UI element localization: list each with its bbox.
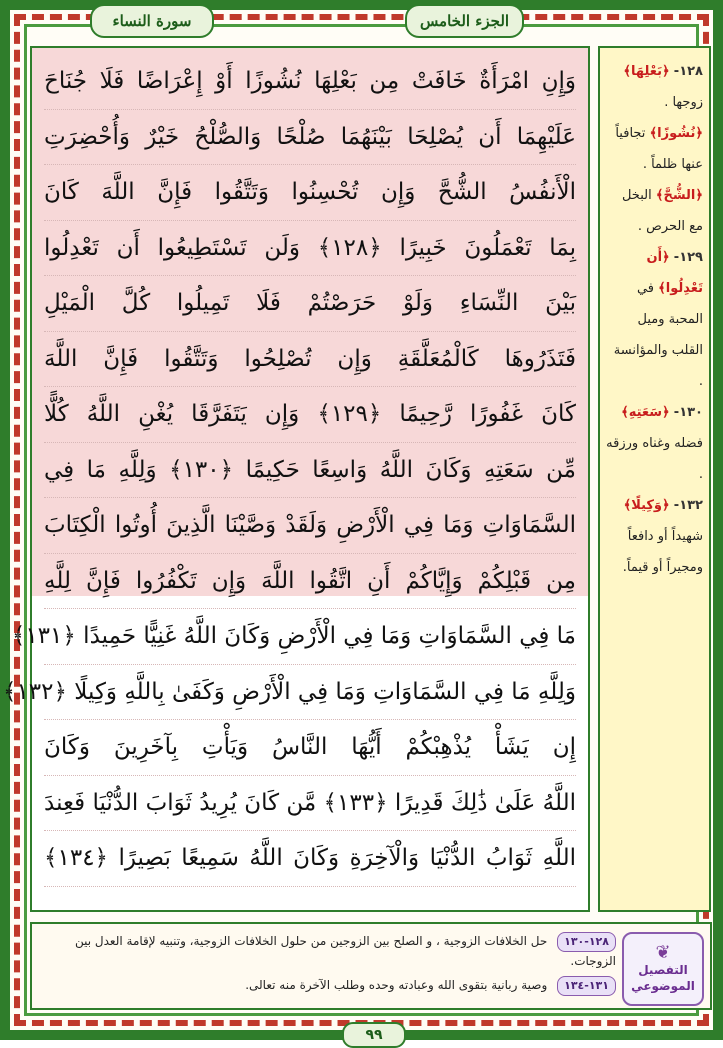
verse-line: مَا فِي السَّمَاوَاتِ وَمَا فِي الْأَرْضِ وَكَانَ اللَّهُ غَنِيًّا حَمِيدًا ﴿١٣١﴾ (44, 609, 576, 665)
glossary-word: ﴿الشُّحَّ﴾ (655, 188, 703, 203)
glossary-word: ﴿أَن تَعْدِلُوا﴾ (646, 250, 703, 296)
note-verse-range: ١٢٨-١٣٠ (557, 932, 616, 952)
glossary-entry (606, 56, 703, 118)
glossary-definition: البخل مع الحرص . (621, 188, 703, 234)
note-text: حل الخلافات الزوجية ، و الصلح بين الزوجين من حلول الخلافات الزوجية، وتنبيه لإقامة العدل بين الزوجات. (75, 934, 616, 968)
glossary-entry (606, 242, 703, 397)
glossary-word: ﴿بَعْلِهَا﴾ (623, 64, 670, 79)
glossary-definition: في المحبة وميل القلب والمؤانسة . (613, 281, 703, 389)
verse-line: اللَّهِ ثَوَابُ الدُّنْيَا وَالْآخِرَةِ وَكَانَ اللَّهُ سَمِيعًا بَصِيرًا ﴿١٣٤﴾ (44, 831, 576, 887)
glossary-word: ﴿نُشُوزًا﴾ (649, 126, 703, 141)
verse-line: اللَّهُ عَلَىٰ ذَٰلِكَ قَدِيرًا ﴿١٣٣﴾ مَّن كَانَ يُرِيدُ ثَوَابَ الدُّنْيَا فَعِندَ (44, 776, 576, 832)
verse-line: مِن قَبْلِكُمْ وَإِيَّاكُمْ أَنِ اتَّقُوا اللَّهَ وَإِن تَكْفُرُوا فَإِنَّ لِلَّهِ (44, 554, 576, 610)
badge-line-1: التفصيل (638, 963, 688, 977)
verse-line: بَيْنَ النِّسَاءِ وَلَوْ حَرَصْتُمْ فَلَا تَمِيلُوا كُلَّ الْمَيْلِ (44, 276, 576, 332)
juz-name-banner: الجزء الخامس (405, 4, 524, 38)
glossary-entry (606, 397, 703, 490)
glossary-definition: زوجها . (664, 95, 703, 110)
topical-summary-box (30, 922, 712, 1010)
glossary-entry (606, 118, 703, 180)
verse-line: إِن يَشَأْ يُذْهِبْكُمْ أَيُّهَا النَّاسُ وَيَأْتِ بِآخَرِينَ وَكَانَ (44, 720, 576, 776)
glossary-word: ﴿سَعَتِهِ﴾ (621, 405, 670, 420)
glossary-verse-number: ١٣٠- (673, 405, 703, 420)
glossary-verse-number: ١٢٩- (673, 250, 703, 265)
glossary-definition: شهيداً أو دافعاً ومجيراً أو قيماً. (622, 529, 703, 575)
note-verse-range: ١٣١-١٣٤ (557, 976, 616, 996)
surah-name-banner: سورة النساء (90, 4, 214, 38)
glossary-verse-number: ١٢٨- (673, 64, 703, 79)
verse-line: فَتَذَرُوهَا كَالْمُعَلَّقَةِ وَإِن تُصْلِحُوا وَتَتَّقُوا فَإِنَّ اللَّهَ (44, 332, 576, 388)
verse-line: عَلَيْهِمَا أَن يُصْلِحَا بَيْنَهُمَا صُلْحًا وَالصُّلْحُ خَيْرٌ وَأُحْضِرَتِ (44, 110, 576, 166)
glossary-definition: تجافياً عنها ظلماً . (615, 126, 703, 172)
verse-lines (2, 48, 588, 910)
verse-line: الْأَنفُسُ الشُّحَّ وَإِن تُحْسِنُوا وَتَتَّقُوا فَإِنَّ اللَّهَ كَانَ (44, 165, 576, 221)
verse-line: مِّن سَعَتِهِ وَكَانَ اللَّهُ وَاسِعًا حَكِيمًا ﴿١٣٠﴾ وَلِلَّهِ مَا فِي (44, 443, 576, 499)
glossary-entry (606, 490, 703, 583)
topical-note (40, 976, 616, 996)
badge-line-2: الموضوعي (631, 979, 695, 993)
glossary-word: ﴿وَكِيلًا﴾ (623, 498, 670, 513)
note-text: وصية ربانية بتقوى الله وعبادته وحده وطلب الآخرة منه تعالى. (245, 978, 548, 992)
topical-notes (40, 932, 616, 1002)
glossary-entry (606, 180, 703, 242)
page-number: ٩٩ (342, 1022, 406, 1048)
glossary-verse-number: ١٣٢- (673, 498, 703, 513)
glossary-definition: فضله وغناه ورزقه . (606, 436, 703, 482)
topical-note (40, 932, 616, 970)
verse-line: وَإِنِ امْرَأَةٌ خَافَتْ مِن بَعْلِهَا نُشُوزًا أَوْ إِعْرَاضًا فَلَا جُنَاحَ (44, 54, 576, 110)
verse-line: السَّمَاوَاتِ وَمَا فِي الْأَرْضِ وَلَقَدْ وَصَّيْنَا الَّذِينَ أُوتُوا الْكِتَابَ (44, 498, 576, 554)
verse-line: بِمَا تَعْمَلُونَ خَبِيرًا ﴿١٢٨﴾ وَلَن تَسْتَطِيعُوا أَن تَعْدِلُوا (44, 221, 576, 277)
verses-panel (2, 46, 590, 912)
topical-badge (622, 932, 704, 1006)
verse-line: وَلِلَّهِ مَا فِي السَّمَاوَاتِ وَمَا فِي الْأَرْضِ وَكَفَىٰ بِاللَّهِ وَكِيلًا ﴿١٣٢﴾ (44, 665, 576, 721)
ornament-icon: ❦ (655, 942, 671, 963)
verse-line: كَانَ غَفُورًا رَّحِيمًا ﴿١٢٩﴾ وَإِن يَتَفَرَّقَا يُغْنِ اللَّهُ كُلًّا (44, 387, 576, 443)
glossary-panel (598, 46, 711, 912)
